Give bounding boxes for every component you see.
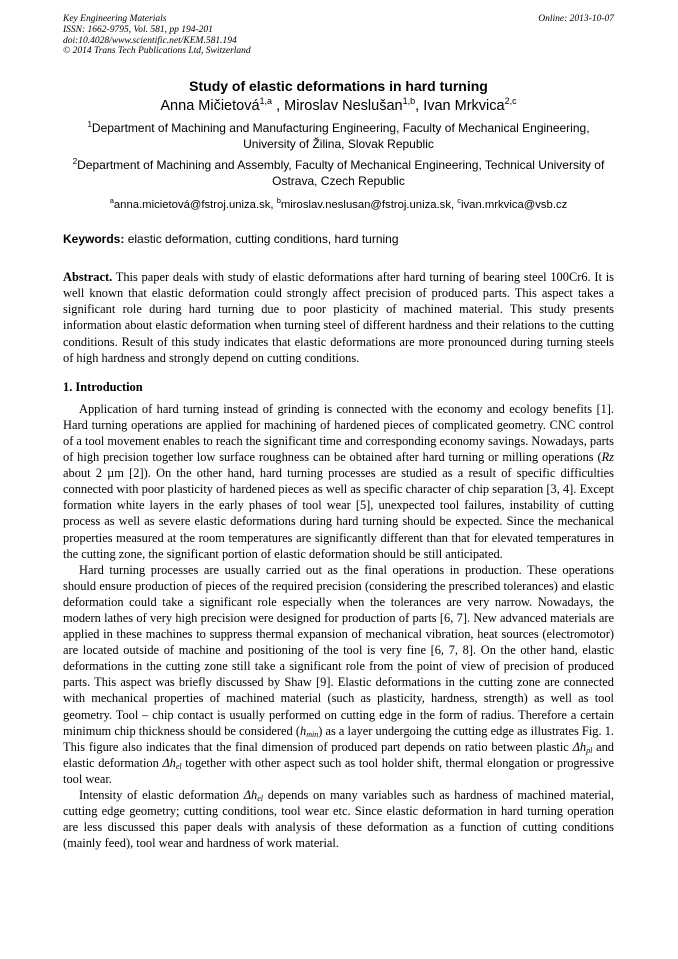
email-link[interactable]: miroslav.neslusan@fstroj.uniza.sk bbox=[280, 199, 451, 212]
text-run: together with other aspect such as tool holder shift, thermal elongation or progressive tool wear. bbox=[63, 755, 614, 786]
text-run: ) as a layer undergoing the cutting edge as illustrates Fig. 1. This figure also indicates that the final dimension of produced part depends on ratio between plastic bbox=[63, 723, 614, 754]
journal-name: Key Engineering Materials bbox=[63, 14, 167, 24]
keywords-label: Keywords: bbox=[63, 232, 125, 247]
copyright-line: © 2014 Trans Tech Publications Ltd, Switzerland bbox=[63, 46, 251, 57]
keywords bbox=[63, 232, 614, 247]
symbol-base: Δh bbox=[243, 788, 258, 802]
author-name: Ivan Mrkvica bbox=[423, 98, 505, 115]
section-heading: 1. Introduction bbox=[63, 379, 143, 394]
online-date: Online: 2013-10-07 bbox=[538, 14, 614, 24]
text-run: Intensity of elastic deformation bbox=[79, 788, 244, 802]
symbol-rz: Rz bbox=[601, 450, 614, 465]
issn-line: ISSN: 1662-9795, Vol. 581, pp 194-201 bbox=[63, 24, 213, 35]
doi-line: doi:10.4028/www.scientific.net/KEM.581.194 bbox=[63, 35, 237, 46]
affiliation-mark: 1 bbox=[87, 120, 92, 130]
author-affiliation-mark: 2,c bbox=[504, 96, 517, 107]
abstract-text: This paper deals with study of elastic deformations after hard turning of bearing steel 100Cr6. It is well known that elastic deformation could strongly affect precision of produced parts. This aspect takes a significant role during hard turning due to poor plasticity of machined material. This study presents information about elastic deformation when turning steel of different hardness and their relations to the cutting conditions. Result of this study indicates that elastic deformations are more pronounced during turning steels of high hardness and strongly depend on cutting conditions. bbox=[63, 270, 614, 365]
journal-header bbox=[63, 14, 614, 57]
text-run: Hard turning processes are usually carried out as the final operations in production. These operations should ensure production of pieces of the required precision (considering the prescribed tolerances) and elastic deformation could take a significant role especially when the tolerances are very narrow. Nowadays, the modern lathes of very high precision were designed for production of parts [6, 7]. New advanced materials are applied in these machines to suppress thermal expansion of mechanical vibration, heat sources (electromotor) are located outside of machine and positioning of the tool is very fine [6, 7, 8]. On the other hand, elastic deformations in the cutting zone still take a significant role from the point of view of precision of produced parts. This aspect was briefly discussed by Shaw [9]. Elastic deformations in the cutting zone are connected with mechanical properties of machined material (such as plasticity, hardness, strength) as well as tool geometry. Tool – chip contact is usually performed on cutting edge in the form of radius. Therefore a certain minimum chip thickness should be considered ( bbox=[63, 562, 614, 738]
symbol-base: h bbox=[300, 723, 307, 738]
keywords-text: elastic deformation, cutting conditions, hard turning bbox=[127, 232, 399, 247]
text-run: and elastic deformation bbox=[63, 739, 614, 770]
symbol-sub: pl bbox=[586, 745, 593, 755]
paper-title: Study of elastic deformations in hard turning bbox=[189, 78, 488, 95]
symbol-sub: el bbox=[257, 794, 264, 803]
affiliation-mark: 2 bbox=[72, 157, 78, 167]
paragraph-3 bbox=[63, 787, 614, 851]
author-name: Anna Mičietová bbox=[160, 98, 260, 115]
email-mark: b bbox=[276, 196, 281, 206]
symbol-dh-pl bbox=[573, 740, 593, 754]
author-affiliation-mark: 1,a bbox=[259, 96, 273, 107]
affiliation-2 bbox=[63, 158, 614, 189]
email-mark: a bbox=[109, 196, 114, 206]
author-list: Anna Mičietová$^{1,a}$ , Miroslav Neslušan$^{1,b}$, Ivan Mrkvica$^{2,c}$ bbox=[160, 96, 517, 115]
affiliation-text: Department of Machining and Assembly, Faculty of Mechanical Engineering, Technical University of Ostrava, Czech Republic bbox=[77, 158, 605, 188]
affiliation-1 bbox=[63, 121, 614, 152]
paper-page bbox=[63, 14, 614, 851]
symbol-dh-el bbox=[162, 756, 181, 770]
email-list: $^a$anna.micietová@fstroj.uniza.sk, $^b$miroslav.neslusan@fstroj.uniza.sk, $^c$ivan.mrkvica@vsb.cz bbox=[109, 196, 568, 212]
paragraph-2 bbox=[63, 562, 614, 787]
symbol-base: Δh bbox=[572, 739, 587, 754]
author-affiliation-mark: 1,b bbox=[402, 96, 416, 107]
paragraph-1 bbox=[63, 401, 614, 562]
text-run: about 2 µm [2]). On the other hand, hard turning processes are studied as a result of specific difficulties connected with poor plasticity of hardened pieces as well as specific character of chip separation [3, 4]. Except formation white layers in the early phases of tool wear [5], unexpected tool failures, instability of cutting process as well as severe elastic deformations during hard turning should be expected. Since the mechanical properties measured at the room temperatures are significantly different than that for elevated temperatures in the cutting zone, the significant portion of elastic deformation should be still anticipated. bbox=[63, 466, 614, 561]
text-run: depends on many variables such as hardness of machined material, cutting edge geometry; cutting conditions, tool wear etc. Since elastic deformation in hard turning operation are less discussed this paper deals with analysis of these deformation as a function of cutting conditions (mainly feed), tool wear and hardness of work material. bbox=[63, 788, 614, 851]
author-name: Miroslav Neslušan bbox=[284, 98, 403, 115]
abstract bbox=[63, 269, 614, 366]
email-link[interactable]: ivan.mrkvica@vsb.cz bbox=[461, 199, 568, 212]
abstract-label: Abstract. bbox=[63, 270, 113, 285]
symbol-base: Δh bbox=[162, 755, 176, 770]
symbol-sub: el bbox=[175, 761, 182, 771]
symbol-hmin bbox=[300, 724, 318, 738]
symbol-sub: min bbox=[306, 729, 319, 739]
text-run: Application of hard turning instead of grinding is connected with the economy and ecology benefits [1]. Hard turning operations are applied for machining of hardened pieces of complicated geometry. CNC control of a tool movement enables to reach the significant time and corresponding economy savings. Nowadays, parts of high precision together low surface roughness can be obtained after hard turning or milling operations ( bbox=[63, 401, 614, 465]
symbol-dh-el bbox=[244, 788, 263, 802]
email-mark: c bbox=[457, 196, 461, 206]
affiliation-text: Department of Machining and Manufacturing Engineering, Faculty of Mechanical Engineering, University of Žilina, Slovak Republic bbox=[91, 121, 590, 151]
email-link[interactable]: anna.micietová@fstroj.uniza.sk bbox=[113, 199, 271, 212]
section-body bbox=[63, 401, 614, 852]
